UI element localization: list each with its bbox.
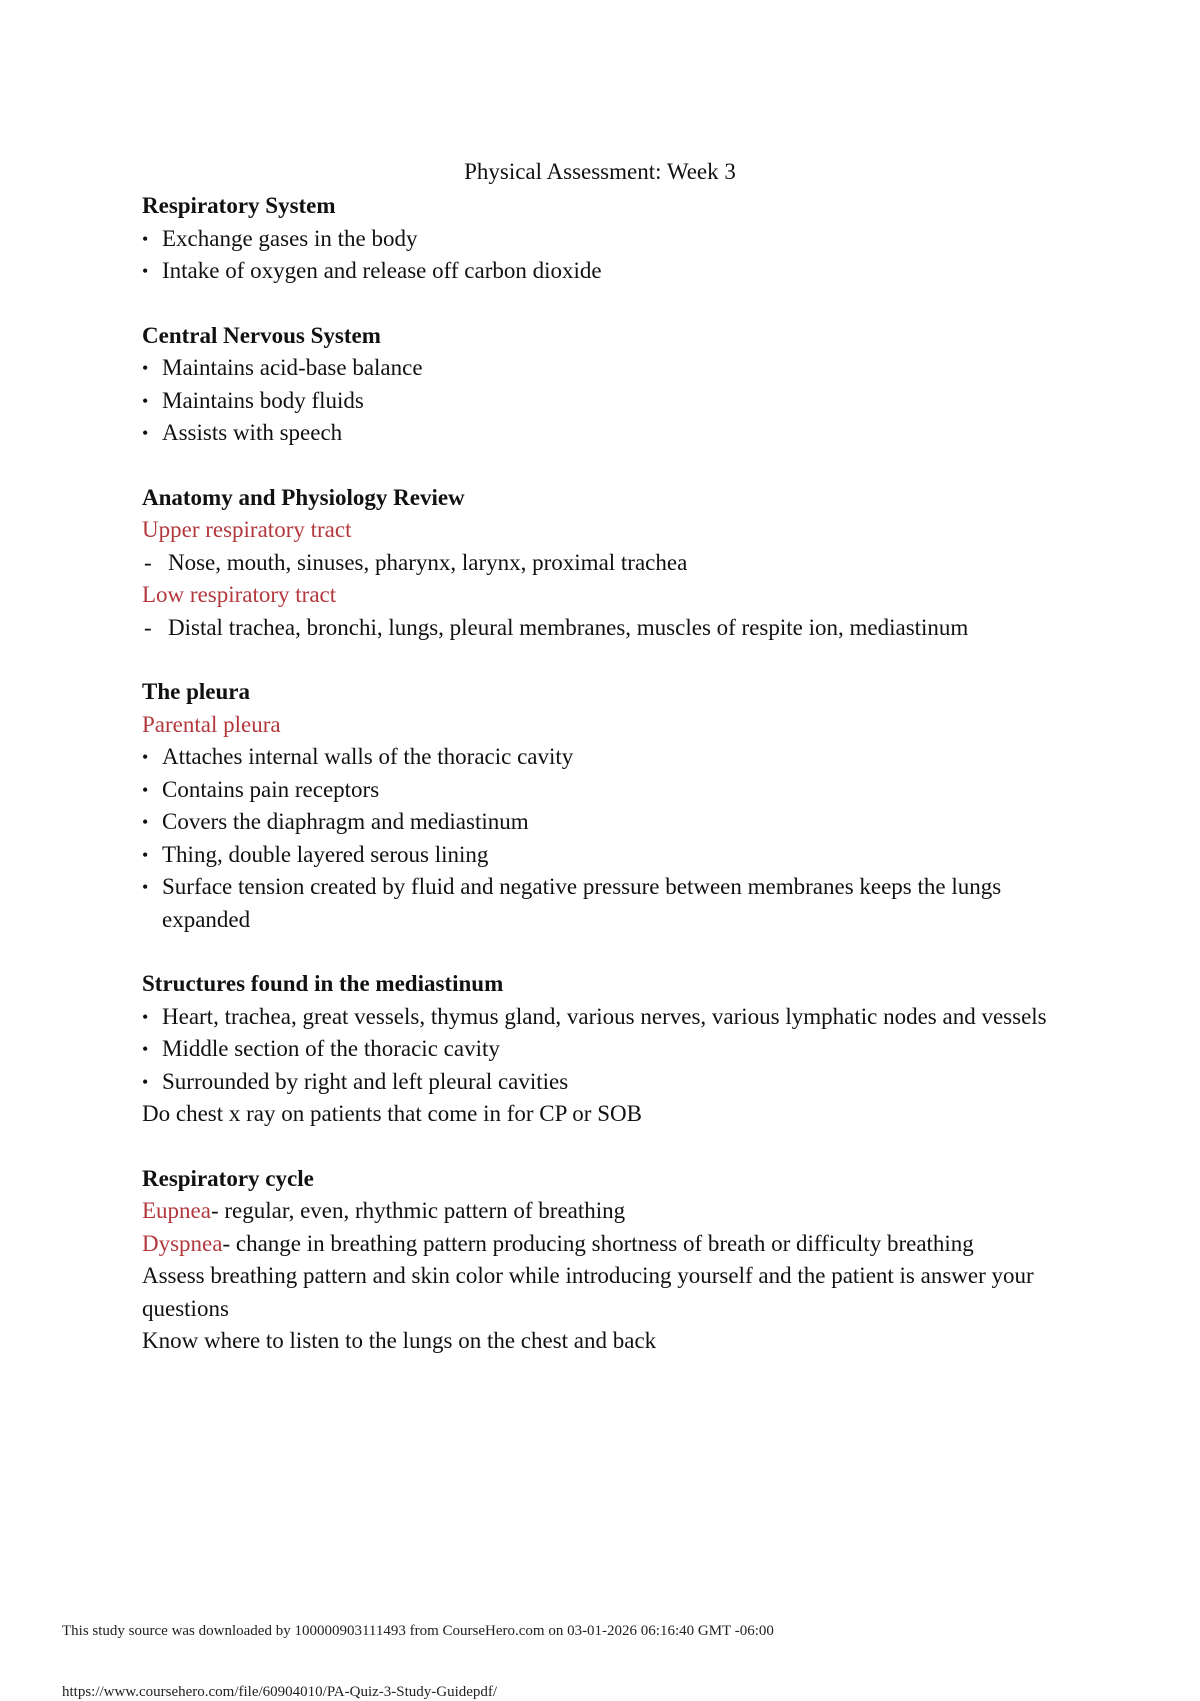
bullet-item: • Thing, double layered serous lining: [142, 839, 1092, 872]
lower-tract-label: Low respiratory tract: [142, 582, 337, 607]
dash-list: [142, 547, 1092, 580]
parental-pleura-label: Parental pleura: [142, 711, 281, 737]
section-heading: Structures found in the mediastinum: [142, 971, 504, 996]
bullet-item: • Contains pain receptors: [142, 774, 1092, 807]
download-notice: This study source was downloaded by 100000903111493 from CourseHero.com on 03-01-2026 06:16:40 GMT -06:00: [62, 1623, 774, 1639]
bullet-item: • Surface tension created by fluid and negative pressure between membranes keeps the lungs expanded: [142, 871, 1092, 936]
eupnea-text: - regular, even, rhythmic pattern of breathing: [210, 1198, 626, 1223]
dash-item: - Distal trachea, bronchi, lungs, pleural membranes, muscles of respite ion, mediastinum: [142, 612, 1092, 645]
bullet-item: • Surrounded by right and left pleural cavities: [142, 1066, 1092, 1099]
upper-tract-label: Upper respiratory tract: [142, 517, 352, 542]
section-mediastinum: [142, 968, 1092, 1131]
bullet-item: • Exchange gases in the body: [142, 223, 1092, 256]
section-central-nervous-system: [142, 320, 1092, 450]
section-respiratory-system: [142, 190, 1092, 288]
document-body: [142, 190, 1092, 1390]
bullet-item: • Middle section of the thoracic cavity: [142, 1033, 1092, 1066]
bullet-list: [142, 223, 1092, 288]
source-url[interactable]: https://www.coursehero.com/file/60904010/PA-Quiz-3-Study-Guidepdf/: [62, 1684, 498, 1700]
bullet-list: [142, 352, 1092, 450]
bullet-list: [142, 1001, 1092, 1099]
section-heading: The pleura: [142, 679, 250, 704]
bullet-item: • Maintains acid-base balance: [142, 352, 1092, 385]
section-heading: Respiratory System: [142, 193, 336, 218]
document-title: Physical Assessment: Week 3: [464, 159, 736, 184]
section-respiratory-cycle: [142, 1163, 1092, 1358]
bullet-item: • Covers the diaphragm and mediastinum: [142, 806, 1092, 839]
bullet-item: • Intake of oxygen and release off carbon dioxide: [142, 255, 1092, 288]
section-heading: Anatomy and Physiology Review: [142, 484, 465, 510]
eupnea-term: Eupnea: [142, 1198, 211, 1223]
bullet-item: • Maintains body fluids: [142, 385, 1092, 418]
section-heading: Central Nervous System: [142, 322, 381, 348]
dyspnea-term: Dyspnea: [142, 1230, 223, 1256]
bullet-item: • Attaches internal walls of the thoracic cavity: [142, 741, 1092, 774]
mediastinum-note: Do chest x ray on patients that come in for CP or SOB: [142, 1101, 642, 1126]
auscultation-note: Know where to listen to the lungs on the chest and back: [142, 1328, 657, 1353]
assessment-note: Assess breathing pattern and skin color while introducing yourself and the patient is answer your questions: [142, 1263, 1034, 1321]
bullet-item: • Heart, trachea, great vessels, thymus gland, various nerves, various lymphatic nodes and vessels: [142, 1001, 1092, 1034]
bullet-item: • Assists with speech: [142, 417, 1092, 450]
dash-list: [142, 612, 1092, 645]
eupnea-definition: [142, 1195, 1092, 1228]
dash-item: - Nose, mouth, sinuses, pharynx, larynx, proximal trachea: [142, 547, 1092, 580]
bullet-list: [142, 741, 1092, 936]
dyspnea-definition: [142, 1228, 1092, 1261]
section-heading: Respiratory cycle: [142, 1165, 314, 1191]
section-anatomy-physiology: [142, 482, 1092, 645]
dyspnea-text: - change in breathing pattern producing shortness of breath or difficulty breathing: [222, 1230, 974, 1256]
section-pleura: [142, 676, 1092, 936]
